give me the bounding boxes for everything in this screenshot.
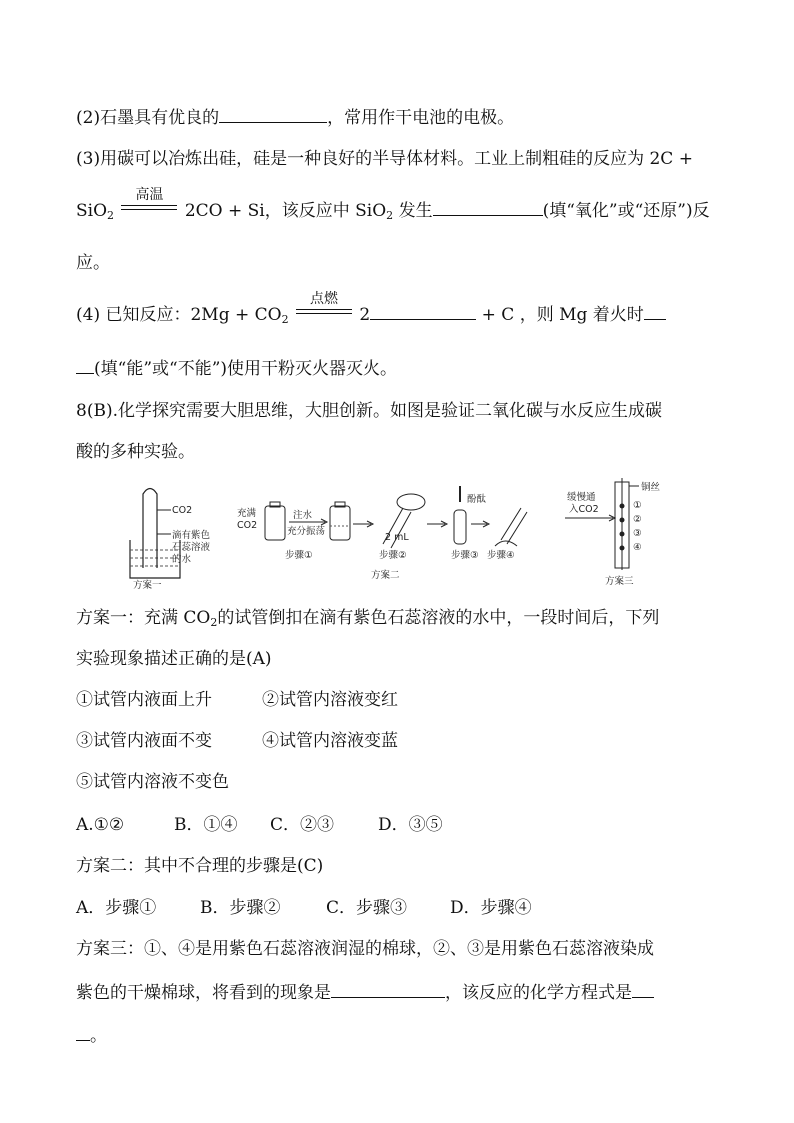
question-2 [76,106,514,129]
plan2-stem: 方案二：其中不合理的步骤是(C) [76,856,324,876]
plan-3-apparatus [565,478,661,587]
answer-blank[interactable] [219,106,327,123]
answer-blank[interactable] [331,981,445,998]
observation-item: ③试管内液面不变 [76,731,212,751]
question-3-line3: 应。 [76,253,110,273]
plan2-volume: 2 mL [385,532,409,543]
observation-item: ⑤试管内溶液不变色 [76,772,229,792]
observation-item: ④试管内溶液变蓝 [262,731,398,751]
plan1-stem-line2: 实验现象描述正确的是(A) [76,649,272,669]
answer-blank[interactable] [76,1024,90,1041]
plan1-options [76,814,443,836]
plan2-reagent: 酚酞 [467,494,487,505]
plan-1-apparatus [130,489,211,591]
plan3-caption: 方案三 [605,576,634,587]
answer-blank[interactable] [370,303,476,320]
reaction-arrow [121,187,177,216]
plan1-liquid-label: 石蕊溶液 [172,542,211,553]
q4-line2: (填“能”或“不能”)使用干粉灭火器灭火。 [94,359,398,379]
choice-option[interactable]: C．②③ [270,815,335,835]
plan2-arrow-bottom: 充分振荡 [287,526,326,537]
subscript: 2 [386,209,394,222]
plan2-options [76,897,532,919]
plan1-caption: 方案一 [133,580,162,590]
choice-option[interactable]: D．③⑤ [378,815,443,835]
plan2-step-label: 步骤② [379,550,407,561]
plan1-liquid-label: 滴有紫色 [172,530,211,541]
plan3-ball-label: ④ [633,542,642,553]
subscript: 2 [210,616,218,629]
plan3-line2a: 紫色的干燥棉球，将看到的现象是 [76,983,331,1003]
plan1-stem-b: 的试管倒扣在滴有紫色石蕊溶液的水中，一段时间后，下列 [217,608,660,628]
plan3-line2 [76,981,654,1004]
plan3-line3 [76,1024,107,1047]
reaction-condition: 高温 [135,187,164,203]
q4-after: + C ，则 Mg 着火时 [481,305,644,325]
plan1-stem-a: 方案一：充满 CO [76,608,211,628]
choice-option[interactable]: B．步骤② [200,898,281,918]
plan2-step-label: 步骤③ [451,550,479,561]
q3-mid: 发生 [398,201,433,221]
answer-blank[interactable] [644,303,666,320]
q2-tail: ，常用作干电池的电极。 [327,108,515,128]
plan1-gas-label: CO2 [172,505,193,516]
plan3-ball-label: ① [633,500,642,511]
plan3-inlet-label: 入CO2 [569,504,599,515]
plan3-ball-label: ③ [633,528,642,539]
reaction-products: 2CO + Si，该反应中 SiO [184,201,387,221]
plan3-line1: 方案三：①、④是用紫色石蕊溶液润湿的棉球，②、③是用紫色石蕊溶液染成 [76,939,654,959]
observation-item: ①试管内液面上升 [76,690,212,710]
formula-sio: SiO [76,201,108,221]
choice-option[interactable]: A．步骤① [76,898,157,918]
reaction-condition: 点燃 [310,291,338,307]
reaction-arrow [296,291,352,320]
plan2-caption: 方案二 [371,570,400,581]
question-3-line1: (3)用碳可以冶炼出硅，硅是一种良好的半导体材料。工业上制粗硅的反应为 2C + [76,149,693,169]
plan3-wire-label: 铜丝 [641,482,661,493]
choice-option[interactable]: A.①② [76,815,125,835]
q4-coef: 2 [359,305,371,325]
choice-option[interactable]: D．步骤④ [450,898,532,918]
plan3-ball-label: ② [633,514,642,525]
answer-blank[interactable] [632,981,654,998]
observation-row [76,730,398,752]
q3-tail: (填“氧化”或“还原”)反 [542,201,710,221]
plan-2-apparatus [237,486,527,581]
plan2-fill-label: 充满 [237,508,257,519]
observation-row [76,771,229,793]
question-4-line2 [76,357,397,380]
plan2-step-label: 步骤① [285,550,313,561]
subscript: 2 [107,209,115,222]
answer-blank[interactable] [433,199,543,216]
plan2-step-label: 步骤④ [487,550,515,561]
choice-option[interactable]: B．①④ [174,815,238,835]
experiment-figure [125,478,685,590]
q2-text: (2)石墨具有优良的 [76,108,220,128]
subscript: 2 [281,313,289,326]
observation-item: ②试管内溶液变红 [262,690,398,710]
question-3-line2 [76,187,710,222]
plan1-liquid-label: 的水 [172,554,192,565]
q4-prefix: (4) 已知反应：2Mg + CO [76,305,282,325]
plan1-stem-line1 [76,607,659,629]
question-8-line1: 8(B).化学探究需要大胆思维，大胆创新。如图是验证二氧化碳与水反应生成碳 [76,401,662,421]
question-4-line1 [76,291,666,326]
plan3-line2b: ，该反应的化学方程式是 [445,983,632,1003]
plan3-line3-end: 。 [90,1026,107,1046]
question-8-line2: 酸的多种实验。 [76,442,195,462]
observation-row [76,689,398,711]
plan3-inlet-label: 缓慢通 [567,492,596,503]
answer-blank[interactable] [76,357,94,374]
plan2-arrow-top: 注水 [293,510,313,521]
plan2-fill-label: CO2 [237,520,258,531]
choice-option[interactable]: C．步骤③ [326,898,408,918]
